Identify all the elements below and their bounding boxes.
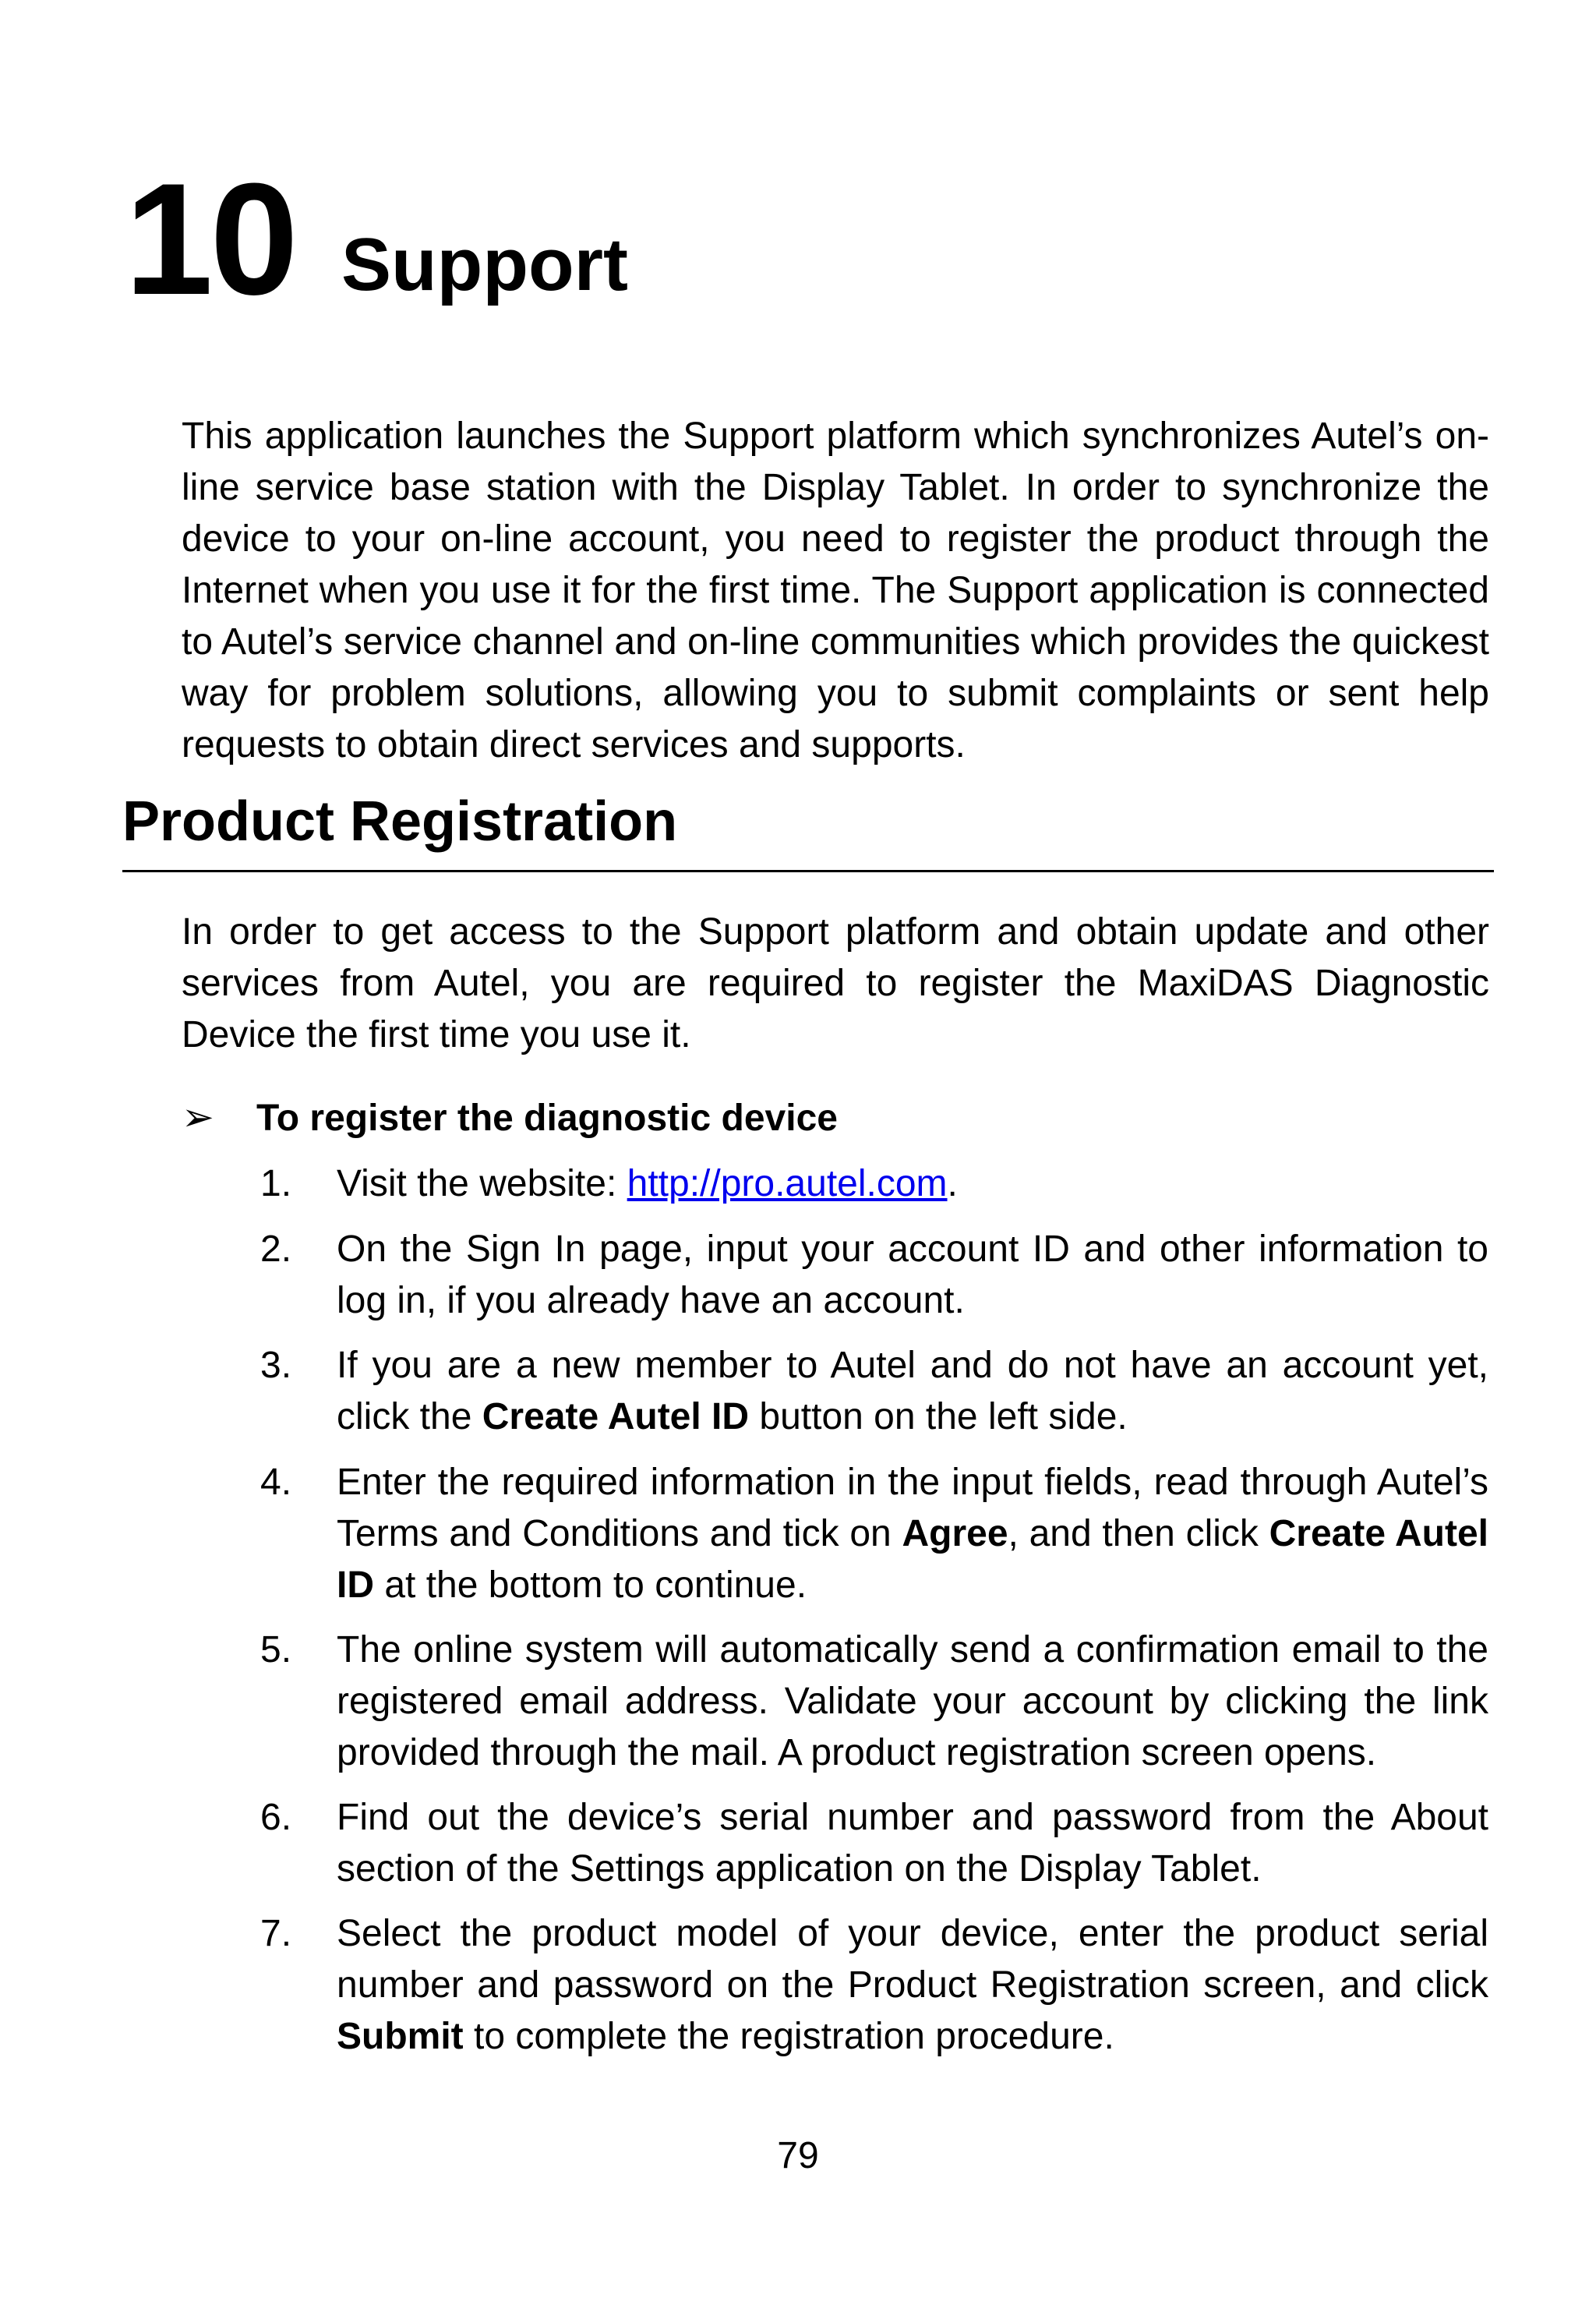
step-number: 2. [260,1229,292,1270]
step-text-part: Enter the required information in the input fields, read through Autel’s Terms and Conditions and tick on [337,1462,1488,1554]
step-number: 7. [260,1913,292,1954]
section-heading: Product Registration [122,794,1494,872]
intro-paragraph: This application launches the Support platform which synchronizes Autel’s on-line service base station with the Display Tablet. In order to synchronize the device to your on-line account, you need to register the product through the Internet when you use it for the first time. The Support application is connected to Autel’s service channel and on-line communities which provides the quickest way for problem solutions, allowing you to submit complaints or sent help requests to obtain direct services and supports. [182,415,1489,765]
registration-intro-paragraph: In order to get access to the Support platform and obtain update and other services from Autel, you are required to register the MaxiDAS Diagnostic Device the first time you use it. [182,911,1489,1055]
step-number: 5. [260,1629,292,1670]
website-link[interactable]: http://pro.autel.com [627,1163,948,1204]
step-text-part: , and then click [1008,1513,1269,1554]
step-text-part: button on the left side. [749,1396,1128,1437]
step-text [337,1340,1488,1443]
step-number: 3. [260,1345,292,1386]
chapter-title: Support [341,223,628,306]
procedure-title: To register the diagnostic device [256,1098,838,1139]
step-text-part: If you are a new member to Autel and do not have an account yet, click the [337,1345,1488,1437]
step-text [337,1908,1488,2063]
step-number: 6. [260,1797,292,1838]
step-text [337,1457,1488,1611]
step-bold-term: Create Autel ID [482,1396,750,1437]
step-text-part: . [947,1163,958,1204]
arrow-bullet-icon: ➢ [182,1095,214,1139]
step-text: Find out the device’s serial number and password from the About section of the Settings application on the Display Tablet. [337,1797,1488,1890]
step-text-part: at the bottom to continue. [374,1564,807,1606]
step-number: 4. [260,1462,292,1503]
step-text [337,1158,1488,1210]
step-text-part: Visit the website: [337,1163,627,1204]
chapter-number: 10 [125,150,295,328]
step-bold-term: Submit [337,2016,464,2057]
procedure-heading [182,1094,838,1141]
step-bold-term: Create Autel ID [337,1513,1489,1606]
step-bold-term: Agree [902,1513,1008,1554]
step-text-part: to complete the registration procedure. [463,2016,1114,2057]
step-text: The online system will automatically send a confirmation email to the registered email address. Validate your account by clicking the link provided through the mail. A product registration screen opens. [337,1629,1488,1773]
step-text: On the Sign In page, input your account ID and other information to log in, if you already have an account. [337,1229,1488,1321]
page-number: 79 [777,2135,819,2176]
step-text-part: Select the product model of your device, enter the product serial number and password on the Product Registration screen, and click [337,1913,1488,2006]
step-number: 1. [260,1163,292,1204]
